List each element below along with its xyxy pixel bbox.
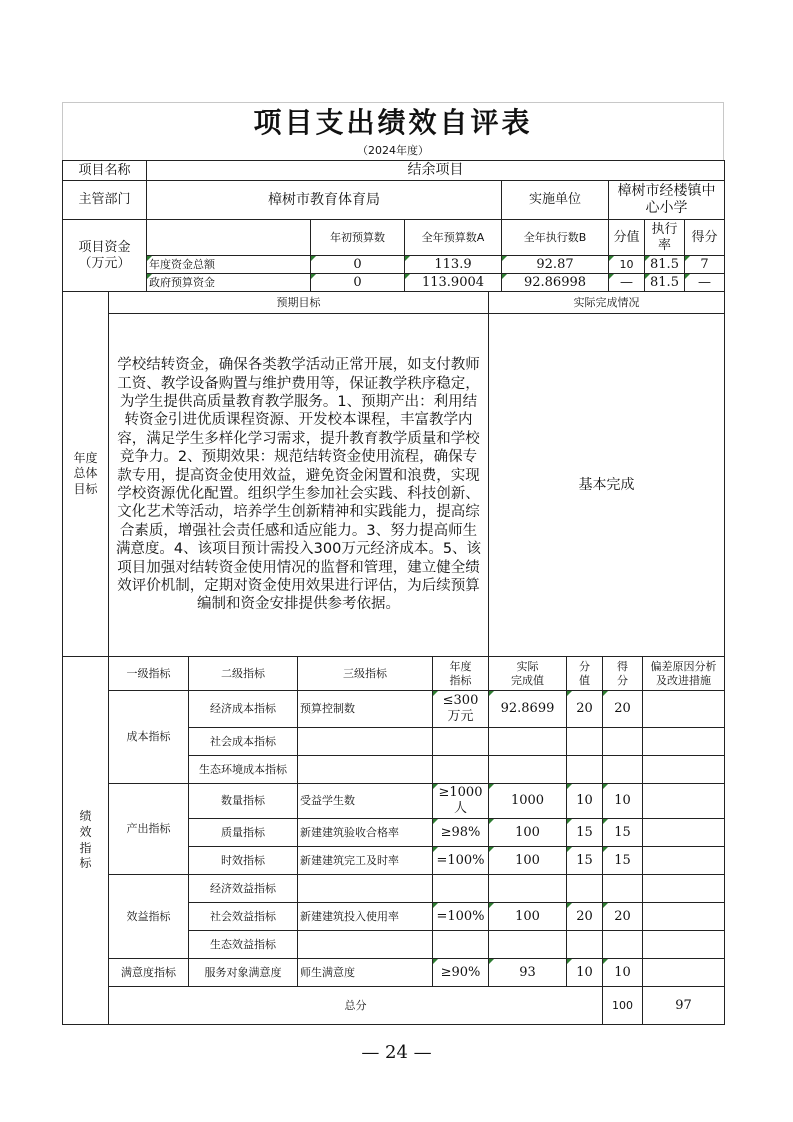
project-name-value: 结余项目	[147, 161, 725, 181]
students-target	[433, 784, 489, 819]
actual-value-line2: 完成值	[511, 673, 544, 687]
social-cost-indicator: 社会成本指标	[189, 728, 298, 756]
total-score: 7	[685, 256, 725, 274]
row-gov-label: 政府预算资金	[147, 274, 311, 292]
usage-item: 新建建筑投入使用率	[298, 903, 433, 931]
score-value-header	[567, 657, 603, 691]
actual-completion-header: 实际完成情况	[489, 292, 725, 314]
economic-benefit-indicator: 经济效益指标	[189, 875, 298, 903]
score-line1: 得	[617, 660, 628, 674]
budget-control-score: 20	[603, 691, 643, 728]
total-score: 97	[643, 987, 725, 1025]
gov-score-value: —	[609, 274, 645, 292]
implementer-value	[609, 181, 725, 220]
goal-label-line3: 目标	[73, 481, 98, 496]
col-score-value: 分值	[609, 220, 645, 256]
usage-value: 20	[567, 903, 603, 931]
usage-actual: 100	[489, 903, 567, 931]
gov-annual: 113.9004	[405, 274, 502, 292]
usage-target: =100%	[433, 903, 489, 931]
department-value: 樟树市教育体育局	[147, 181, 502, 220]
benefit-indicator: 效益指标	[109, 875, 189, 959]
indicator-table	[62, 656, 725, 1025]
total-value: 100	[603, 987, 643, 1025]
deviation-line1: 偏差原因分析	[650, 660, 717, 674]
satisfaction-value: 10	[567, 959, 603, 987]
goal-label	[63, 292, 109, 657]
expected-goal-header: 预期目标	[109, 292, 489, 314]
acceptance-target: ≥98%	[433, 819, 489, 847]
annual-index-line1: 年度	[449, 660, 472, 674]
gov-exec: 92.86998	[502, 274, 609, 292]
budget-control-target	[433, 691, 489, 728]
output-indicator: 产出指标	[109, 784, 189, 875]
gov-exec-rate: 81.5	[645, 274, 685, 292]
budget-control-item: 预算控制数	[298, 691, 433, 728]
actual-completion-text: 基本完成	[489, 314, 725, 657]
fund-label-line2: （万元）	[78, 255, 131, 271]
implementer-line1: 樟树市经楼镇中	[617, 183, 716, 200]
students-item: 受益学生数	[298, 784, 433, 819]
score-value-line2: 值	[579, 673, 590, 687]
gov-score: —	[685, 274, 725, 292]
col-initial-budget: 年初预算数	[311, 220, 405, 256]
cost-indicator: 成本指标	[109, 691, 189, 784]
total-score-label: 总分	[109, 987, 603, 1025]
col-exec-rate: 执行率	[645, 220, 685, 256]
expected-goal-text: 学校结转资金，确保各类教学活动正常开展，如支付教师工资、教学设备购置与维护费用等，保证教学秩序稳定，为学生提供高质量教育教学服务。1、预期产出：利用结转资金引进优质课程资源、开发校本课程，丰富教学内容，满足学生多样化学习需求，提升教育教学质量和学校竞争力。2、预期效果：规范结转资金使用流程，确保专款专用，提高资金使用效益，避免资金闲置和浪费，实现学校资源优化配置。组织学生参加社会实践、科技创新、文化艺术等活动，培养学生创新精神和实践能力，提高综合素质，增强社会责任感和适应能力。3、努力提高师生满意度。4、该项目预计需投入300万元经济成本。5、该项目加强对结转资金使用情况的监督和管理，建立健全绩效评价机制，定期对资金使用效果进行评估，为后续预算编制和资金安排提供参考依据。	[109, 314, 489, 657]
budget-control-target-2: 万元	[447, 709, 474, 724]
fund-label-line1: 项目资金	[78, 239, 131, 255]
budget-control-target-1: ≤300	[442, 693, 479, 709]
deviation-line2: 及改进措施	[656, 673, 711, 687]
completion-score: 15	[603, 847, 643, 875]
economic-cost-indicator: 经济成本指标	[189, 691, 298, 728]
completion-actual: 100	[489, 847, 567, 875]
lvl3-header: 三级指标	[298, 657, 433, 691]
department-label: 主管部门	[63, 181, 147, 220]
completion-value: 15	[567, 847, 603, 875]
lvl2-header: 二级指标	[189, 657, 298, 691]
budget-control-actual: 92.8699	[489, 691, 567, 728]
total-exec-rate: 81.5	[645, 256, 685, 274]
col-score: 得分	[685, 220, 725, 256]
annual-index-line2: 指标	[449, 673, 472, 687]
page-title: 项目支出绩效自评表	[62, 102, 724, 142]
goal-table	[62, 291, 725, 657]
completion-item: 新建建筑完工及时率	[298, 847, 433, 875]
completion-target: =100%	[433, 847, 489, 875]
col-annual-budget: 全年预算数A	[405, 220, 502, 256]
implementer-label: 实施单位	[502, 181, 609, 220]
total-initial: 0	[311, 256, 405, 274]
score-line2: 分	[617, 673, 628, 687]
perf-label-2: 效	[79, 824, 92, 839]
acceptance-score: 15	[603, 819, 643, 847]
quality-indicator: 质量指标	[189, 819, 298, 847]
col-exec: 全年执行数B	[502, 220, 609, 256]
project-name-label: 项目名称	[63, 161, 147, 181]
score-header	[603, 657, 643, 691]
satisfaction-actual: 93	[489, 959, 567, 987]
actual-value-header	[489, 657, 567, 691]
eco-cost-indicator: 生态环境成本指标	[189, 756, 298, 784]
perf-label-4: 标	[79, 856, 92, 871]
satisfaction-score: 10	[603, 959, 643, 987]
row-total-label: 年度资金总额	[147, 256, 311, 274]
eco-benefit-indicator: 生态效益指标	[189, 931, 298, 959]
total-annual: 113.9	[405, 256, 502, 274]
gov-initial: 0	[311, 274, 405, 292]
total-score-value: 10	[609, 256, 645, 274]
usage-score: 20	[603, 903, 643, 931]
page-number: — 24 —	[361, 1042, 432, 1063]
students-score: 10	[603, 784, 643, 819]
performance-label	[63, 657, 109, 1025]
students-actual: 1000	[489, 784, 567, 819]
quantity-indicator: 数量指标	[189, 784, 298, 819]
timeliness-indicator: 时效指标	[189, 847, 298, 875]
info-table	[62, 160, 725, 292]
total-exec: 92.87	[502, 256, 609, 274]
actual-value-line1: 实际	[516, 660, 539, 674]
acceptance-value: 15	[567, 819, 603, 847]
annual-index-header	[433, 657, 489, 691]
satisfaction-indicator: 满意度指标	[109, 959, 189, 987]
students-target-2: 人	[453, 801, 467, 816]
budget-control-value: 20	[567, 691, 603, 728]
fund-label	[63, 220, 147, 292]
deviation-header	[643, 657, 725, 691]
perf-label-3: 指	[79, 840, 92, 855]
acceptance-actual: 100	[489, 819, 567, 847]
service-satisfaction-indicator: 服务对象满意度	[189, 959, 298, 987]
goal-label-line2: 总体	[73, 466, 98, 481]
implementer-line2: 心小学	[645, 200, 688, 216]
satisfaction-item: 师生满意度	[298, 959, 433, 987]
lvl1-header: 一级指标	[109, 657, 189, 691]
students-target-1: ≥1000	[438, 785, 483, 801]
goal-label-line1: 年度	[73, 450, 98, 465]
perf-label-1: 绩	[79, 809, 92, 824]
social-benefit-indicator: 社会效益指标	[189, 903, 298, 931]
acceptance-item: 新建建筑验收合格率	[298, 819, 433, 847]
score-value-line1: 分	[579, 660, 590, 674]
report-year: （2024年度）	[62, 142, 724, 160]
students-value: 10	[567, 784, 603, 819]
satisfaction-target: ≥90%	[433, 959, 489, 987]
